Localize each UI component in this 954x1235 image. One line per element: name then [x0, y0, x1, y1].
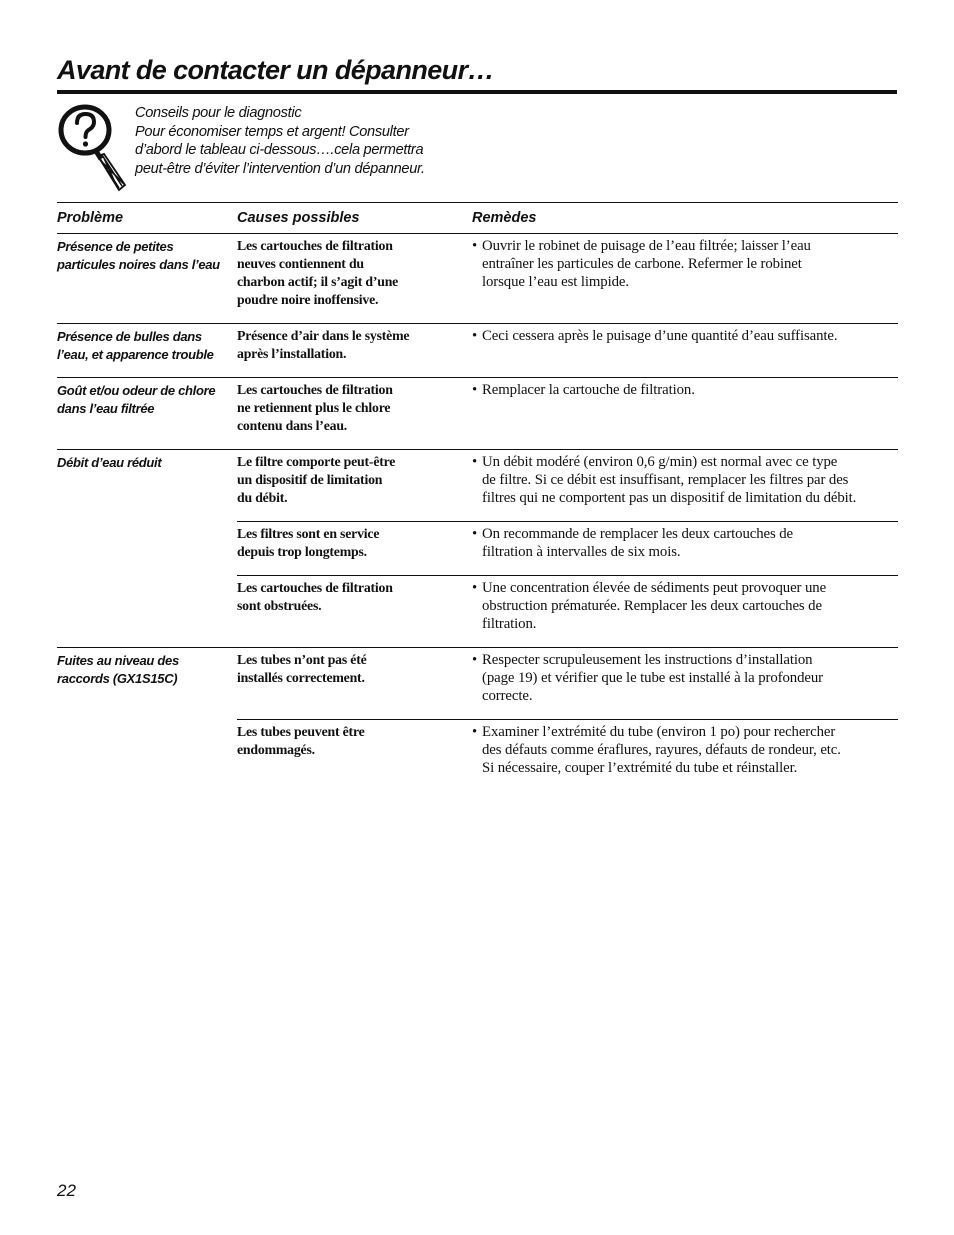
remedy-line: obstruction prématurée. Remplacer les deux cartouches de — [482, 598, 822, 614]
cause-line: Les tubes peuvent être — [237, 724, 365, 739]
problem-line: dans l’eau filtrée — [57, 401, 155, 416]
cause-line: Les tubes n’ont pas été — [237, 652, 367, 667]
problem-cell — [57, 378, 237, 449]
problem-line: particules noires dans l’eau — [57, 257, 220, 272]
remedy-text — [482, 381, 898, 399]
diagnostic-tips — [135, 104, 475, 178]
remedy-cell — [472, 378, 898, 449]
cause-cell — [237, 324, 472, 377]
bullet-icon: • — [472, 382, 478, 398]
cause-cell — [237, 576, 472, 647]
cause-line: du débit. — [237, 490, 288, 505]
remedy-cell — [472, 648, 898, 719]
header-problem: Problème — [57, 210, 124, 226]
cause-line: après l’installation. — [237, 346, 347, 361]
remedy-cell — [472, 324, 898, 377]
bullet-icon: • — [472, 580, 478, 596]
remedy-line: des défauts comme éraflures, rayures, défauts de rondeur, etc. — [482, 742, 841, 758]
table-header — [57, 203, 898, 233]
magnifier-question-icon — [58, 101, 132, 193]
causes-column — [237, 378, 898, 449]
remedy-line: On recommande de remplacer les deux cartouches de — [482, 526, 794, 542]
bullet-icon: • — [472, 652, 478, 668]
remedy-text — [482, 651, 898, 705]
cause-line: Les cartouches de filtration — [237, 382, 393, 397]
cause-line: ne retiennent plus le chlore — [237, 400, 391, 415]
cause-line: Le filtre comporte peut-être — [237, 454, 396, 469]
remedy-text — [482, 525, 898, 561]
remedy-line: Si nécessaire, couper l’extrémité du tube et réinstaller. — [482, 760, 798, 776]
remedy-line: filtration. — [482, 616, 537, 632]
remedy-line: correcte. — [482, 688, 533, 704]
remedy-line: Respecter scrupuleusement les instructions d’installation — [482, 652, 813, 668]
cause-cell — [237, 720, 472, 791]
problem-group — [57, 233, 898, 323]
remedy-text — [482, 453, 898, 507]
bullet-icon: • — [472, 724, 478, 740]
problem-line: Fuites au niveau des — [57, 653, 179, 668]
table-row — [237, 234, 898, 323]
remedy-line: Examiner l’extrémité du tube (environ 1 po) pour rechercher — [482, 724, 836, 740]
problem-group — [57, 323, 898, 377]
problem-group — [57, 449, 898, 647]
problem-cell — [57, 234, 237, 323]
problem-line: l’eau, et apparence trouble — [57, 347, 214, 362]
table-row — [237, 648, 898, 719]
problem-cell — [57, 450, 237, 647]
remedy-text — [482, 579, 898, 633]
problem-cell — [57, 324, 237, 377]
remedy-text — [482, 237, 898, 291]
bullet-icon: • — [472, 328, 478, 344]
cause-line: charbon actif; il s’agit d’une — [237, 274, 399, 289]
problem-cell — [57, 648, 237, 791]
cause-line: poudre noire inoffensive. — [237, 292, 379, 307]
table-row — [237, 450, 898, 521]
tips-line: Conseils pour le diagnostic — [135, 105, 302, 121]
remedy-line: de filtre. Si ce débit est insuffisant, remplacer les filtres par des — [482, 472, 849, 488]
header-causes: Causes possibles — [237, 210, 360, 226]
remedy-line: Ouvrir le robinet de puisage de l’eau filtrée; laisser l’eau — [482, 238, 811, 254]
table-row — [237, 324, 898, 377]
remedy-line: Une concentration élevée de sédiments peut provoquer une — [482, 580, 827, 596]
title-rule — [57, 90, 897, 94]
table-row — [237, 521, 898, 575]
remedy-cell — [472, 234, 898, 323]
remedy-cell — [472, 522, 898, 575]
cause-line: depuis trop longtemps. — [237, 544, 367, 559]
remedy-line: Un débit modéré (environ 0,6 g/min) est normal avec ce type — [482, 454, 838, 470]
cause-line: sont obstruées. — [237, 598, 322, 613]
remedy-text — [482, 327, 898, 345]
bullet-icon: • — [472, 238, 478, 254]
problem-line: Présence de petites — [57, 239, 174, 254]
table-row — [237, 719, 898, 791]
cause-line: Les cartouches de filtration — [237, 580, 393, 595]
cause-line: installés correctement. — [237, 670, 365, 685]
cause-line: Les filtres sont en service — [237, 526, 380, 541]
remedy-line: lorsque l’eau est limpide. — [482, 274, 629, 290]
cause-cell — [237, 648, 472, 719]
remedy-line: Remplacer la cartouche de filtration. — [482, 382, 695, 398]
problem-line: raccords (GX1S15C) — [57, 671, 178, 686]
cause-cell — [237, 522, 472, 575]
bullet-icon: • — [472, 526, 478, 542]
problem-line: Débit d’eau réduit — [57, 455, 162, 470]
problem-line: Présence de bulles dans — [57, 329, 202, 344]
remedy-cell — [472, 720, 898, 791]
cause-line: neuves contiennent du — [237, 256, 364, 271]
remedy-line: (page 19) et vérifier que le tube est installé à la profondeur — [482, 670, 823, 686]
remedy-cell — [472, 450, 898, 521]
tips-line: Pour économiser temps et argent! Consulter — [135, 123, 409, 140]
problem-group — [57, 647, 898, 791]
cause-cell — [237, 450, 472, 521]
causes-column — [237, 450, 898, 647]
remedy-line: filtres qui ne comportent pas un dispositif de limitation du débit. — [482, 490, 857, 506]
causes-column — [237, 648, 898, 791]
remedy-line: Ceci cessera après le puisage d’une quantité d’eau suffisante. — [482, 328, 838, 344]
table-row — [237, 378, 898, 449]
tips-line: peut-être d’éviter l’intervention d’un dépanneur. — [135, 160, 425, 177]
cause-line: Les cartouches de filtration — [237, 238, 393, 253]
cause-cell — [237, 378, 472, 449]
page-title: Avant de contacter un dépanneur… — [57, 55, 494, 85]
bullet-icon: • — [472, 454, 478, 470]
cause-line: contenu dans l’eau. — [237, 418, 348, 433]
cause-line: un dispositif de limitation — [237, 472, 383, 487]
cause-cell — [237, 234, 472, 323]
causes-column — [237, 324, 898, 377]
table-body — [57, 233, 898, 791]
page-number: 22 — [57, 1181, 76, 1200]
causes-column — [237, 234, 898, 323]
header-remedies: Remèdes — [472, 210, 537, 226]
troubleshooting-table — [57, 202, 898, 791]
remedy-cell — [472, 576, 898, 647]
problem-line: Goût et/ou odeur de chlore — [57, 383, 216, 398]
table-row — [237, 575, 898, 647]
remedy-line: entraîner les particules de carbone. Refermer le robinet — [482, 256, 802, 272]
remedy-line: filtration à intervalles de six mois. — [482, 544, 681, 560]
cause-line: endommagés. — [237, 742, 315, 757]
problem-group — [57, 377, 898, 449]
tips-line: d’abord le tableau ci-dessous….cela permettra — [135, 142, 424, 158]
cause-line: Présence d’air dans le système — [237, 328, 410, 343]
remedy-text — [482, 723, 898, 777]
